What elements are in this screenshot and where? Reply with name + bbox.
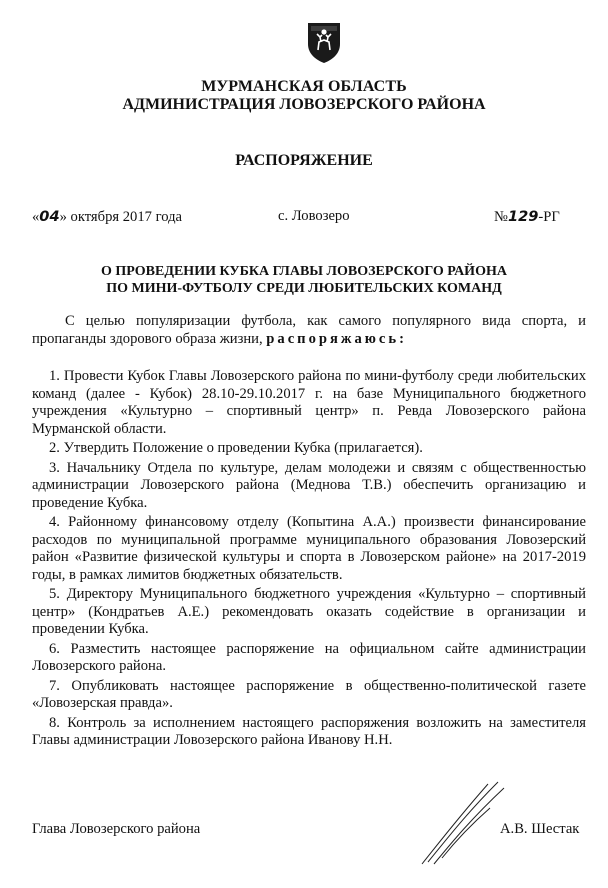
list-item: 6. Разместить настоящее распоряжение на официальном сайте администрации Ловозерского района. — [32, 640, 586, 674]
document-title-line-2: ПО МИНИ-ФУТБОЛУ СРЕДИ ЛЮБИТЕЛЬСКИХ КОМАНД — [106, 281, 502, 296]
list-item: 7. Опубликовать настоящее распоряжение в общественно-политической газете «Ловозерская правда». — [32, 677, 586, 711]
administration-heading: АДМИНИСТРАЦИЯ ЛОВОЗЕРСКОГО РАЙОНА — [122, 96, 486, 113]
document-number: №129-РГ — [494, 208, 560, 225]
signatory-position: Глава Ловозерского района — [32, 821, 201, 837]
handwritten-number: 129 — [507, 208, 539, 225]
intro-paragraph: С целью популяризации футбола, как самого популярного вида спорта, и пропаганды здорового образа жизни, распоряжаюсь: — [32, 313, 586, 347]
signatory-name: А.В. Шестак — [500, 821, 580, 837]
document-title-line-1: О ПРОВЕДЕНИИ КУБКА ГЛАВЫ ЛОВОЗЕРСКОГО РАЙОНА — [101, 264, 507, 279]
region-heading: МУРМАНСКАЯ ОБЛАСТЬ — [201, 78, 407, 95]
decree-items-list — [32, 368, 586, 752]
list-item: 3. Начальнику Отдела по культуре, делам молодежи и связям с общественностью администрации Ловозерского района (Меднова Т.В.) обеспечить организацию и проведение Кубка. — [32, 459, 586, 511]
coat-of-arms-icon — [305, 20, 343, 69]
document-type: РАСПОРЯЖЕНИЕ — [235, 152, 373, 169]
list-item: 4. Районному финансовому отделу (Копытина А.А.) произвести финансирование расходов по муниципальной программе муниципального образования Ловозерский район «Развитие физической культуры и спорта в Ловозерском районе» на 2017-2019 годы, в рамках лимитов бюджетных обязательств. — [32, 514, 586, 583]
list-item: 1. Провести Кубок Главы Ловозерского района по мини-футболу среди любительских команд (далее - Кубок) 28.10-29.10.2017 г. на базе Муниципального бюджетного учреждения «Культурно – спортивный центр» п. Ревда Ловозерского района Мурманской области. — [32, 368, 586, 437]
list-item: 5. Директору Муниципального бюджетного учреждения «Культурно – спортивный центр» (Кондратьев А.Е.) рекомендовать оказать содействие в организации и проведении Кубка. — [32, 586, 586, 637]
decree-word: распоряжаюсь: — [266, 330, 407, 347]
document-place: с. Ловозеро — [278, 208, 350, 224]
list-item: 8. Контроль за исполнением настоящего распоряжения возложить на заместителя Главы администрации Ловозерского района Иванову Н.Н. — [32, 714, 586, 748]
handwritten-day: 04 — [39, 208, 60, 225]
document-date: «04» октября 2017 года — [32, 208, 182, 225]
handwritten-signature — [418, 778, 508, 873]
list-item: 2. Утвердить Положение о проведении Кубка (прилагается). — [49, 440, 423, 456]
